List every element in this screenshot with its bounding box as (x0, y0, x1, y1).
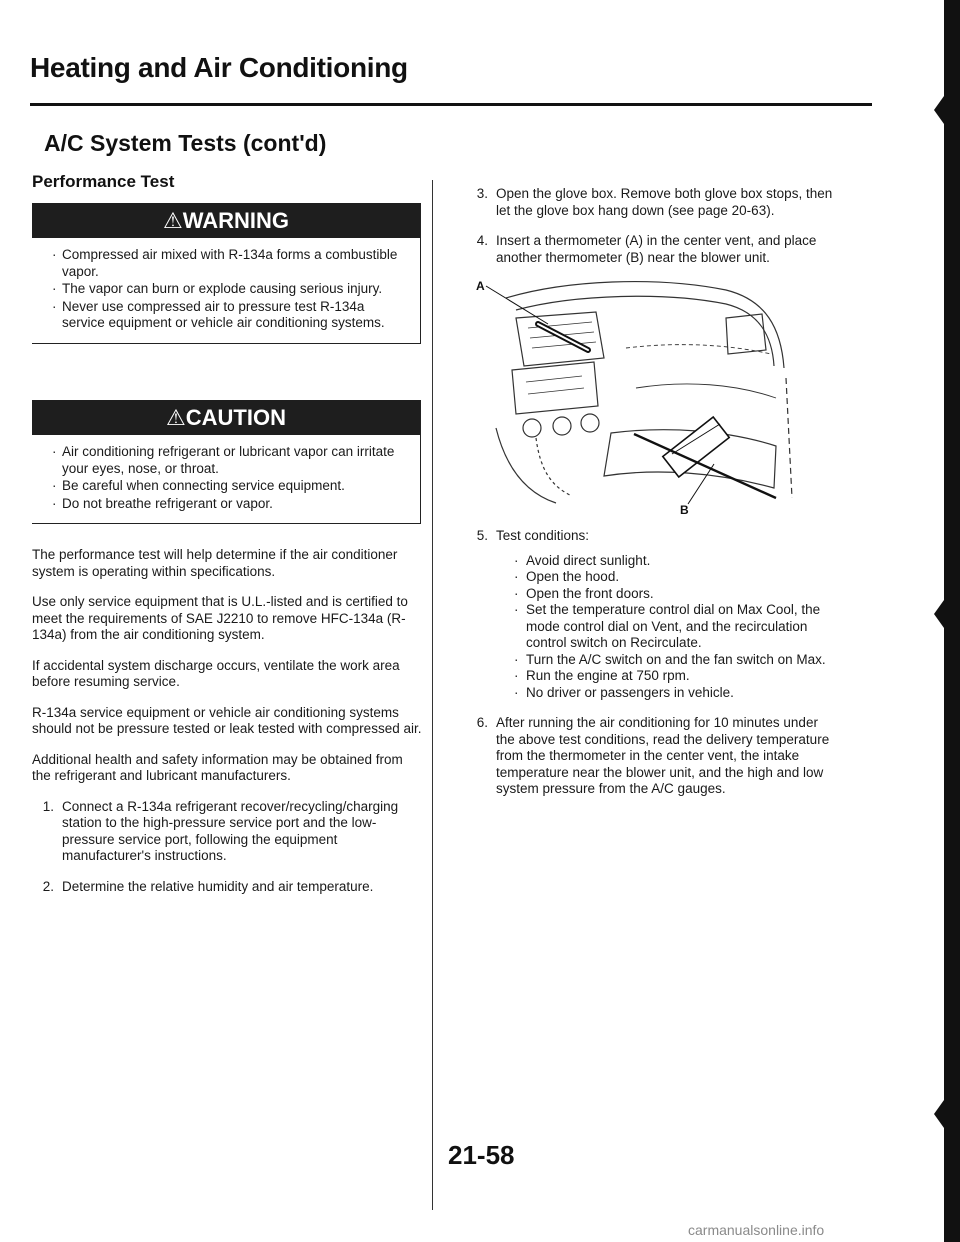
label-b: B (680, 503, 689, 517)
dashboard-outline (506, 282, 784, 368)
radio-panel (512, 362, 598, 414)
step-5: 5. Test conditions: (476, 528, 590, 543)
list-item: · No driver or passengers in vehicle. (514, 684, 734, 700)
binding-edge (934, 0, 960, 1242)
warning-box (32, 203, 421, 344)
warning-triangle-icon: ⚠ (162, 208, 183, 233)
right-column-bottom (466, 528, 840, 812)
body-paragraph: The performance test will help determine if the air conditioner system is operating within specifications. (32, 547, 398, 579)
dashboard-thermometer-illustration (476, 258, 806, 518)
caution-item: · Be careful when connecting service equipment. (52, 478, 345, 493)
list-item: · Run the engine at 750 rpm. (514, 668, 690, 683)
step-4: 4. Insert a thermometer (A) in the center vent, and place another thermometer (B) near the blower unit. (476, 233, 817, 265)
section-title: A/C System Tests (cont'd) (44, 130, 327, 156)
step-1: 1. Connect a R-134a refrigerant recover/recycling/charging station to the high-pressure service port and the low-pressure service port, following the equipment manufacturer's instructions. (42, 798, 399, 863)
list-item: · Set the temperature control dial on Max Cool, the mode control dial on Vent, and the recirculation control switch on Recirculate. (514, 602, 821, 650)
subsection-title: Performance Test (32, 172, 175, 191)
thermometer-a (538, 324, 588, 350)
watermark: carmanualsonline.info (688, 1222, 825, 1238)
left-column-body (32, 547, 424, 909)
caution-label: CAUTION (185, 405, 286, 430)
caution-item: · Air conditioning refrigerant or lubricant vapor can irritate your eyes, nose, or throat. (52, 444, 395, 476)
page-number: 21-58 (448, 1140, 515, 1170)
warning-item: · The vapor can burn or explode causing serious injury. (52, 281, 383, 296)
control-knob (523, 419, 541, 437)
caution-box (32, 400, 421, 524)
caution-triangle-icon: ⚠ (166, 405, 186, 430)
warning-item: · Compressed air mixed with R-134a forms a combustible vapor. (52, 247, 398, 279)
body-paragraph: Additional health and safety information may be obtained from the refrigerant and lubricant manufacturers. (32, 751, 403, 783)
body-paragraph: Use only service equipment that is U.L.-listed and is certified to meet the requirements of SAE J2210 to remove HFC-134a (R-134a) from the air conditioning system. (32, 594, 408, 642)
caution-item: · Do not breathe refrigerant or vapor. (52, 495, 273, 511)
step-3: 3. Open the glove box. Remove both glove box stops, then let the glove box hang down (see page 20-63). (476, 186, 833, 218)
center-vent-bezel (516, 312, 604, 366)
step-2: 2. Determine the relative humidity and air temperature. (42, 878, 374, 894)
list-item: · Open the hood. (514, 569, 620, 584)
caution-header (32, 400, 420, 435)
column-divider (432, 180, 433, 1210)
test-conditions-list (466, 553, 840, 702)
step-6: 6. After running the air conditioning for 10 minutes under the above test conditions, read the delivery temperature from the thermometer in the center vent, the intake temperature near the blower unit, and the high and low system pressure from the A/C gauges. (476, 715, 830, 796)
list-item: · Open the front doors. (514, 585, 654, 601)
body-paragraph: If accidental system discharge occurs, ventilate the work area before resuming service. (32, 657, 400, 689)
warning-label: WARNING (182, 208, 290, 233)
body-paragraph: R-134a service equipment or vehicle air conditioning systems should not be pressure tested or leak tested with compressed air. (32, 704, 422, 736)
header-rule (30, 103, 872, 106)
passenger-vent (726, 314, 766, 354)
list-item: · Turn the A/C switch on and the fan switch on Max. (514, 651, 826, 667)
warning-header (32, 203, 420, 238)
warning-item: · Never use compressed air to pressure test R-134a service equipment or vehicle air conditioning systems. (52, 298, 385, 330)
page-header-title: Heating and Air Conditioning (30, 52, 408, 83)
label-a: A (476, 279, 485, 293)
leader-line-b (688, 464, 714, 504)
list-item: · Avoid direct sunlight. (514, 552, 651, 568)
